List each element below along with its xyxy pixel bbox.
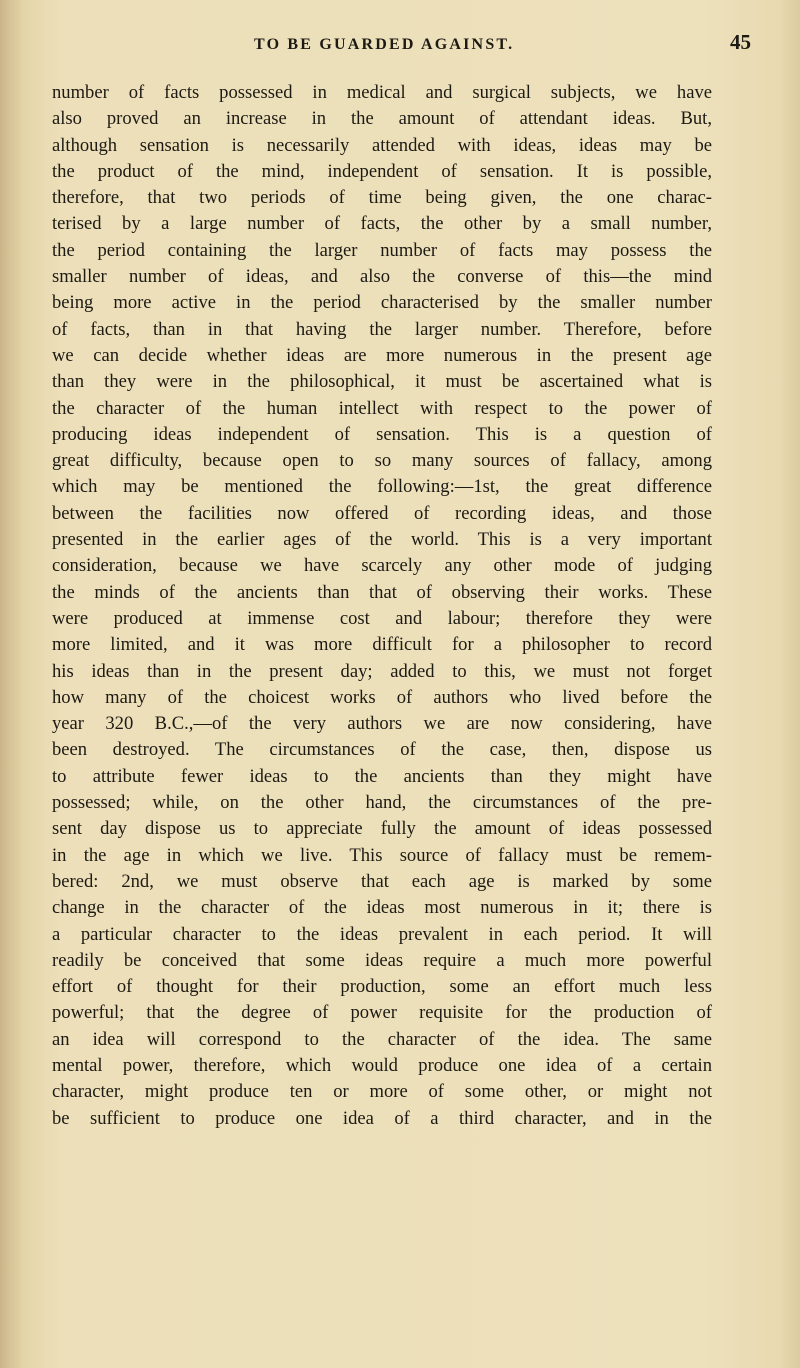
page-gutter-shadow — [0, 0, 22, 1368]
text-line: smaller number of ideas, and also the converse of this—the mind — [52, 266, 712, 288]
text-line: how many of the choicest works of authors who lived before the — [52, 686, 712, 708]
text-line: character, might produce ten or more of some other, or might not — [52, 1081, 712, 1103]
text-line: mental power, therefore, which would produce one idea of a certain — [52, 1054, 712, 1076]
text-line: in the age in which we live. This source of fallacy must be remem- — [52, 844, 712, 866]
text-line: which may be mentioned the following:—1st, the great difference — [52, 476, 712, 498]
text-line: the character of the human intellect with respect to the power of — [52, 397, 712, 419]
text-line: be sufficient to produce one idea of a third character, and in the — [52, 1107, 712, 1129]
text-line: number of facts possessed in medical and surgical subjects, we have — [52, 82, 712, 103]
text-line: the product of the mind, independent of sensation. It is possible, — [52, 160, 712, 182]
text-line: producing ideas independent of sensation. This is a question of — [52, 423, 712, 445]
text-line: possessed; while, on the other hand, the circumstances of the pre- — [52, 792, 712, 814]
body-text — [52, 80, 712, 1132]
text-line: effort of thought for their production, some an effort much less — [52, 976, 712, 998]
text-line: of facts, than in that having the larger number. Therefore, before — [52, 318, 712, 340]
text-line: being more active in the period characterised by the smaller number — [52, 292, 712, 314]
text-line: a particular character to the ideas prevalent in each period. It will — [52, 923, 712, 945]
text-line: than they were in the philosophical, it must be ascertained what is — [52, 371, 712, 393]
text-line: great difficulty, because open to so many sources of fallacy, among — [52, 450, 712, 472]
text-line: his ideas than in the present day; added to this, we must not forget — [52, 660, 712, 682]
page-number: 45 — [730, 30, 751, 54]
text-line: therefore, that two periods of time being given, the one charac- — [52, 187, 712, 209]
text-line: consideration, because we have scarcely any other mode of judging — [52, 555, 712, 577]
text-line: an idea will correspond to the character of the idea. The same — [52, 1028, 712, 1050]
text-line: we can decide whether ideas are more numerous in the present age — [52, 344, 712, 366]
text-line: also proved an increase in the amount of attendant ideas. But, — [52, 108, 712, 130]
text-line: were produced at immense cost and labour; therefore they were — [52, 607, 712, 629]
text-line: the minds of the ancients than that of observing their works. These — [52, 581, 712, 603]
running-title: TO BE GUARDED AGAINST. — [254, 36, 515, 53]
text-line: the period containing the larger number of facts may possess the — [52, 239, 712, 261]
running-head — [0, 30, 800, 60]
text-line: more limited, and it was more difficult for a philosopher to record — [52, 634, 712, 656]
text-line: presented in the earlier ages of the world. This is a very important — [52, 529, 712, 551]
text-line: terised by a large number of facts, the other by a small number, — [52, 213, 712, 235]
text-line: been destroyed. The circumstances of the case, then, dispose us — [52, 739, 712, 761]
text-line: to attribute fewer ideas to the ancients than they might have — [52, 765, 712, 787]
text-line: readily be conceived that some ideas require a much more powerful — [52, 949, 712, 971]
text-line: year 320 B.C.,—of the very authors we are now considering, have — [52, 713, 712, 735]
text-line: although sensation is necessarily attended with ideas, ideas may be — [52, 134, 712, 156]
text-line: bered: 2nd, we must observe that each age is marked by some — [52, 870, 712, 892]
text-line: between the facilities now offered of recording ideas, and those — [52, 502, 712, 524]
text-line: powerful; that the degree of power requisite for the production of — [52, 1002, 712, 1024]
text-line: change in the character of the ideas most numerous in it; there is — [52, 897, 712, 919]
text-line: sent day dispose us to appreciate fully the amount of ideas possessed — [52, 818, 712, 840]
